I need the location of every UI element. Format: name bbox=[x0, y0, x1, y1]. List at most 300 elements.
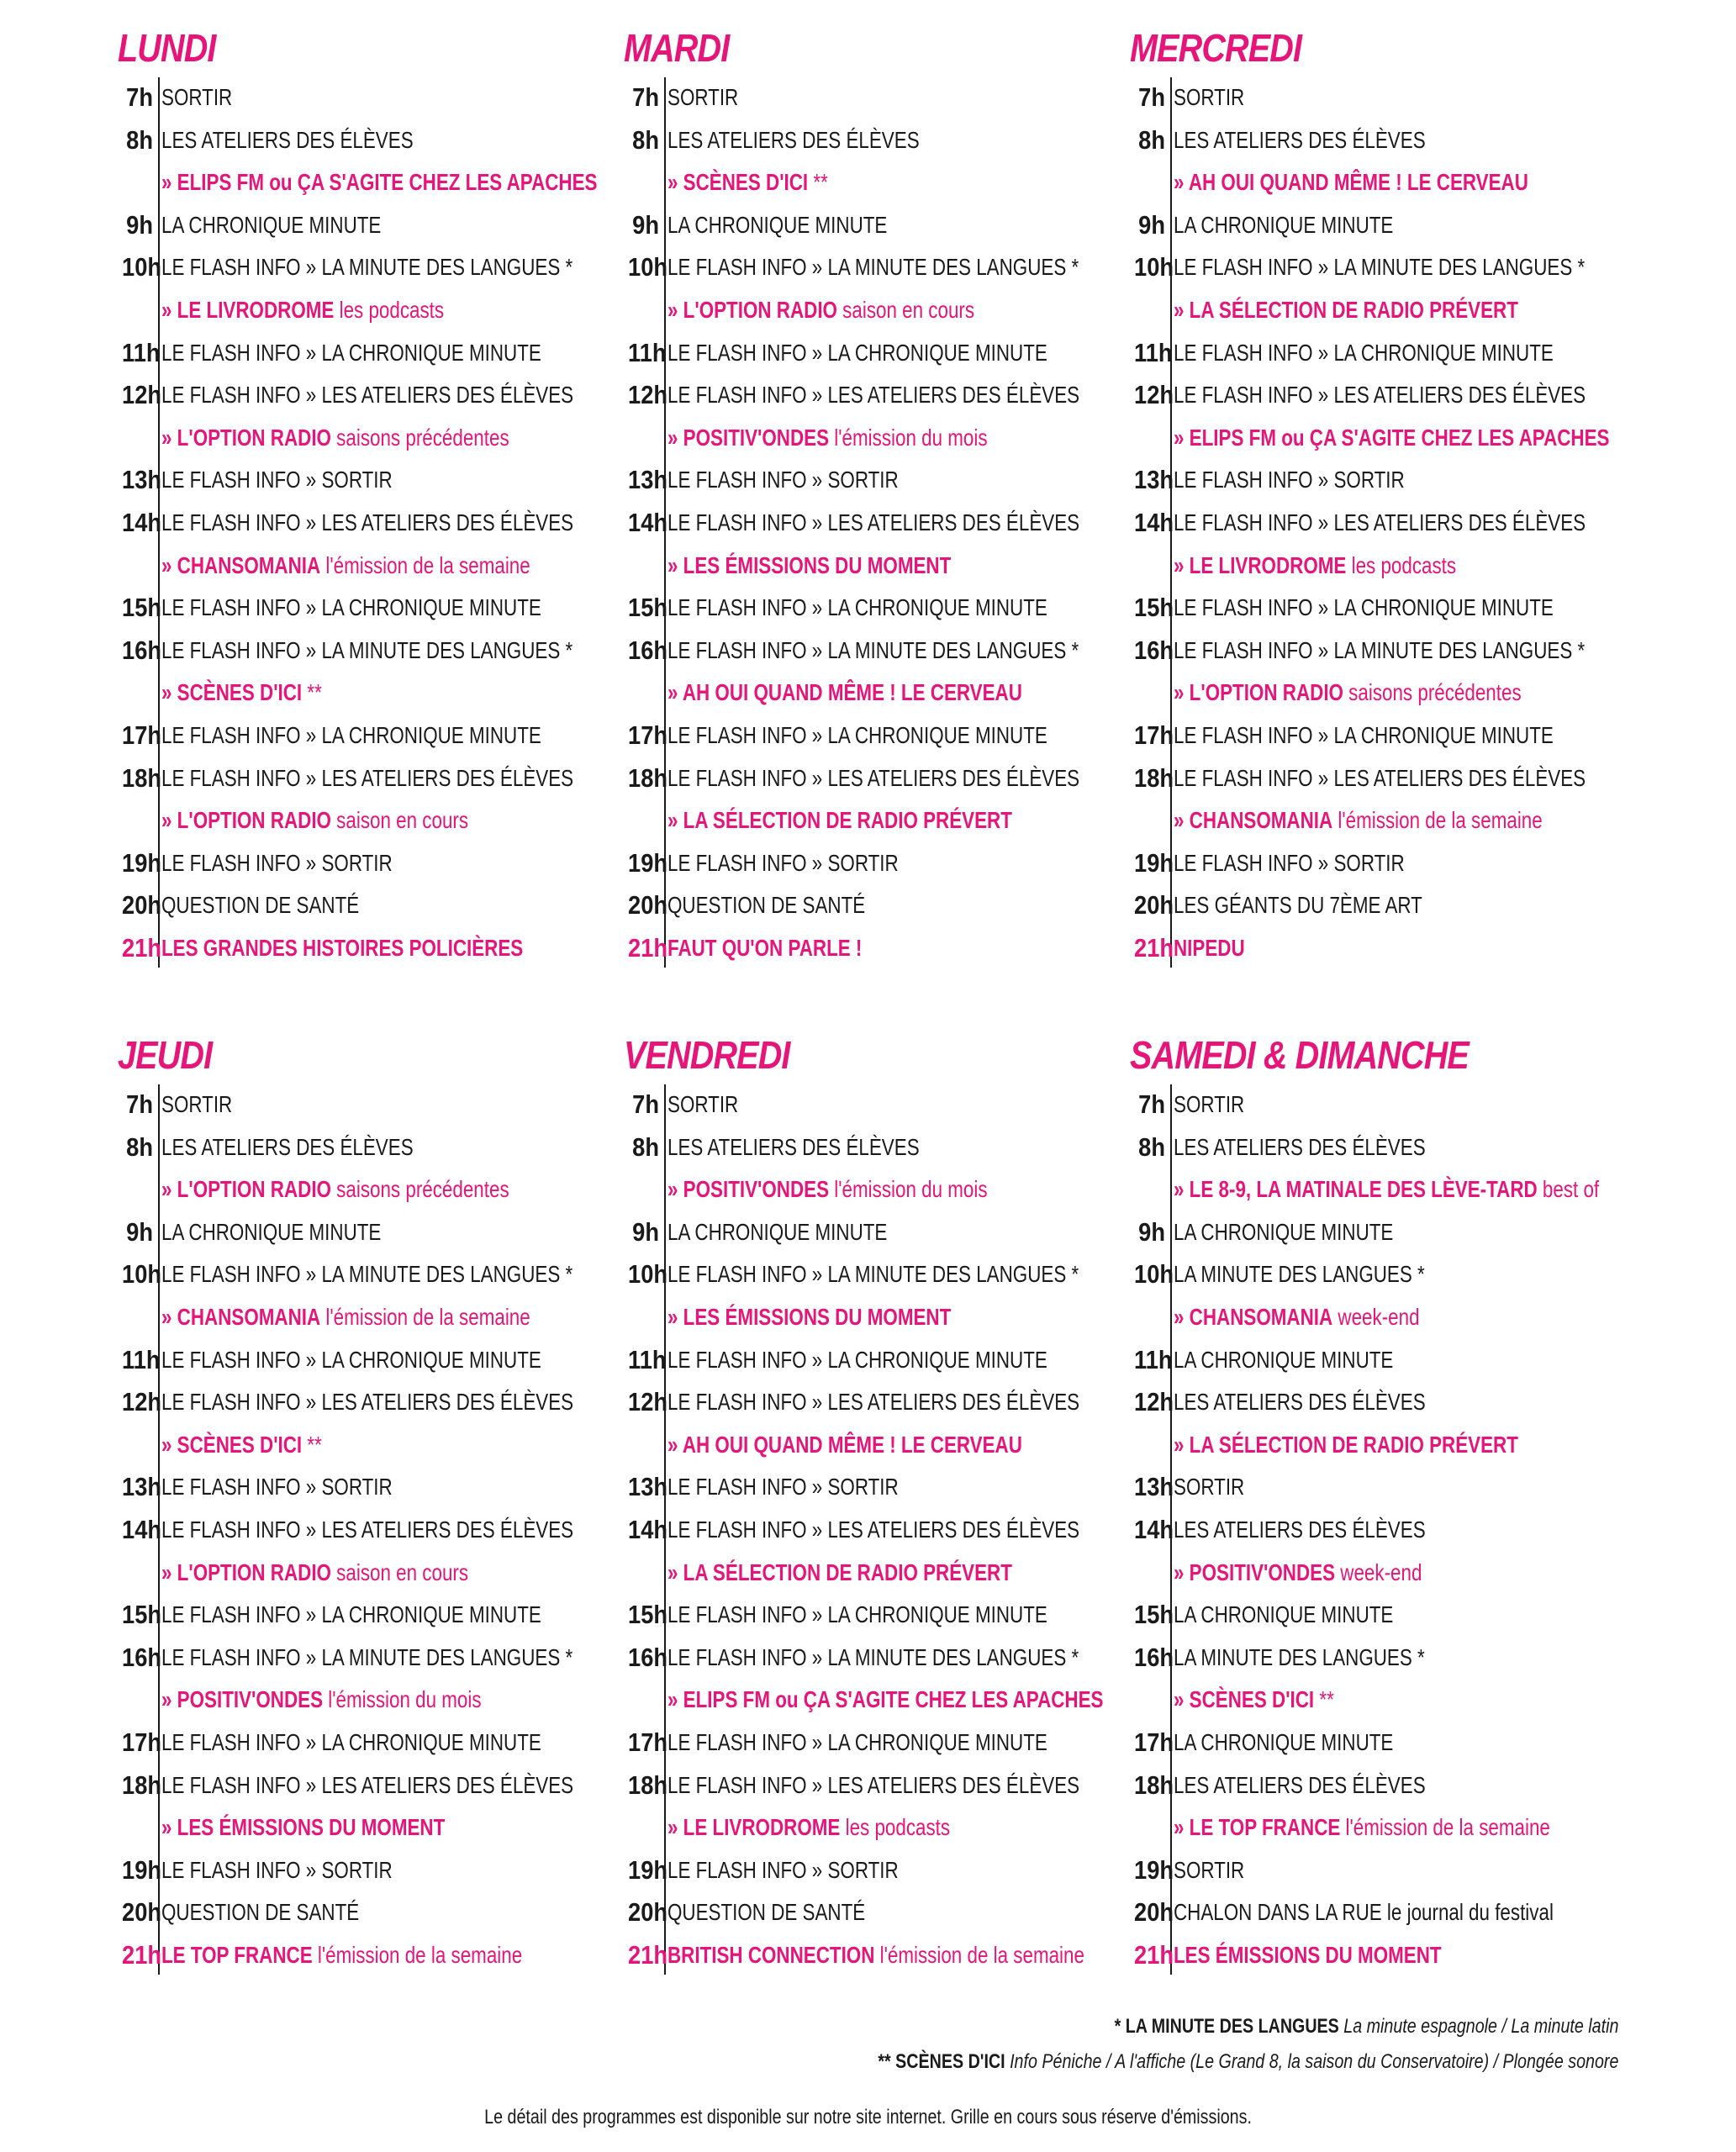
program-title bbox=[161, 1347, 541, 1374]
program-name: BRITISH CONNECTION bbox=[667, 1941, 875, 1968]
hour-label: 17h bbox=[1134, 1727, 1174, 1757]
program-subtitle: l'émission du mois bbox=[829, 424, 988, 451]
program-title bbox=[1174, 1261, 1425, 1288]
hour-label: 9h bbox=[632, 1216, 659, 1247]
program-title bbox=[161, 340, 541, 367]
hour-label: 15h bbox=[122, 1600, 162, 1630]
program-row bbox=[1130, 928, 1651, 971]
program-name: LES GRANDES HISTOIRES POLICIÈRES bbox=[161, 934, 524, 961]
hour-label: 21h bbox=[628, 1939, 668, 1970]
program-name: LE FLASH INFO » LA MINUTE DES LANGUES * bbox=[161, 254, 573, 281]
program-name: » LE 8-9, LA MATINALE DES LÈVE-TARD bbox=[1174, 1176, 1538, 1203]
program-title bbox=[1174, 1644, 1425, 1671]
program-title bbox=[667, 425, 988, 451]
program-row bbox=[624, 503, 1145, 546]
program-row bbox=[624, 715, 1145, 758]
program-title bbox=[667, 382, 1079, 409]
day-title: VENDREDI bbox=[624, 1033, 790, 1077]
program-title bbox=[1174, 254, 1585, 281]
program-subtitle: ** bbox=[808, 169, 828, 196]
program-name: LE FLASH INFO » LES ATELIERS DES ÉLÈVES bbox=[667, 1516, 1080, 1543]
program-row bbox=[624, 1850, 1145, 1893]
program-subrow bbox=[118, 1297, 639, 1340]
program-name: LE FLASH INFO » LA CHRONIQUE MINUTE bbox=[1174, 594, 1554, 621]
program-row bbox=[624, 843, 1145, 886]
program-title bbox=[1174, 1814, 1550, 1841]
program-name: LE FLASH INFO » LES ATELIERS DES ÉLÈVES bbox=[667, 509, 1080, 535]
program-row bbox=[118, 1638, 639, 1680]
program-row bbox=[118, 715, 639, 758]
program-name: » SCÈNES D'ICI bbox=[161, 679, 303, 706]
program-title bbox=[667, 1219, 887, 1246]
program-title bbox=[667, 722, 1047, 749]
program-title bbox=[1174, 1304, 1420, 1331]
program-title bbox=[667, 1176, 988, 1203]
hour-label: 13h bbox=[628, 1472, 668, 1502]
program-name: » POSITIV'ONDES bbox=[667, 1176, 830, 1203]
program-row bbox=[1130, 1467, 1651, 1510]
program-name: SORTIR bbox=[161, 1091, 233, 1117]
program-title bbox=[1174, 679, 1522, 706]
program-subrow bbox=[624, 1553, 1145, 1596]
program-title bbox=[161, 127, 414, 154]
program-name: LA CHRONIQUE MINUTE bbox=[1174, 1346, 1394, 1373]
program-title bbox=[161, 1261, 573, 1288]
program-title bbox=[667, 1134, 920, 1161]
program-row bbox=[118, 77, 639, 120]
program-row bbox=[118, 333, 639, 376]
program-row bbox=[1130, 1340, 1651, 1383]
hour-label: 7h bbox=[632, 82, 659, 112]
hour-label: 15h bbox=[628, 1600, 668, 1630]
program-title bbox=[1174, 127, 1426, 154]
program-subtitle: ** bbox=[302, 1431, 322, 1458]
program-title bbox=[1174, 1176, 1599, 1203]
program-title bbox=[1174, 1942, 1442, 1969]
program-name: » LA SÉLECTION DE RADIO PRÉVERT bbox=[667, 807, 1012, 834]
hour-label: 12h bbox=[122, 380, 162, 410]
hour-label: 13h bbox=[1134, 465, 1174, 495]
program-subrow bbox=[118, 1553, 639, 1596]
program-title bbox=[1174, 1134, 1426, 1161]
footnote-scenes-d-ici bbox=[878, 2044, 1618, 2080]
program-row bbox=[624, 885, 1145, 928]
program-row bbox=[118, 1340, 639, 1383]
hour-label: 15h bbox=[1134, 593, 1174, 623]
program-name: LE FLASH INFO » SORTIR bbox=[667, 467, 899, 493]
program-name: LE FLASH INFO » LES ATELIERS DES ÉLÈVES bbox=[667, 764, 1080, 791]
day-title: SAMEDI & DIMANCHE bbox=[1130, 1033, 1469, 1077]
hour-label: 8h bbox=[1138, 124, 1165, 155]
program-name: LE FLASH INFO » SORTIR bbox=[667, 1474, 899, 1501]
program-row bbox=[624, 758, 1145, 801]
hour-label: 21h bbox=[628, 932, 668, 963]
program-row bbox=[1130, 1892, 1651, 1935]
program-subrow bbox=[1130, 1553, 1651, 1596]
program-row bbox=[1130, 205, 1651, 248]
program-title bbox=[667, 1516, 1079, 1543]
program-title bbox=[667, 1772, 1079, 1799]
program-subrow bbox=[118, 1807, 639, 1850]
program-subrow bbox=[1130, 1425, 1651, 1468]
program-name: LE FLASH INFO » LA CHRONIQUE MINUTE bbox=[1174, 721, 1554, 748]
hour-label: 18h bbox=[628, 1770, 668, 1800]
program-row bbox=[118, 205, 639, 248]
hour-label: 14h bbox=[1134, 507, 1174, 537]
program-name: LE FLASH INFO » LA CHRONIQUE MINUTE bbox=[667, 1346, 1047, 1373]
hour-label: 18h bbox=[122, 762, 162, 793]
program-title bbox=[667, 84, 738, 111]
hour-label: 14h bbox=[628, 1514, 668, 1544]
program-title bbox=[1174, 850, 1405, 877]
program-title bbox=[1174, 722, 1554, 749]
program-row bbox=[1130, 1510, 1651, 1553]
program-subrow bbox=[1130, 1169, 1651, 1212]
program-row bbox=[1130, 1935, 1651, 1978]
program-subtitle: l'émission de la semaine bbox=[1332, 807, 1543, 834]
hour-label: 10h bbox=[628, 252, 668, 282]
program-title bbox=[667, 1304, 951, 1331]
program-name: LE FLASH INFO » LA CHRONIQUE MINUTE bbox=[1174, 339, 1554, 366]
program-title bbox=[1174, 382, 1586, 409]
program-title bbox=[161, 1942, 522, 1969]
hour-label: 10h bbox=[1134, 1259, 1174, 1290]
program-name: SORTIR bbox=[1174, 1856, 1245, 1883]
program-row bbox=[1130, 1127, 1651, 1170]
program-title bbox=[1174, 1219, 1393, 1246]
hour-label: 11h bbox=[122, 1344, 161, 1374]
program-name: SORTIR bbox=[1174, 84, 1245, 110]
program-subtitle: saison en cours bbox=[330, 807, 469, 834]
hour-label: 9h bbox=[632, 209, 659, 240]
program-title bbox=[1174, 1516, 1426, 1543]
program-name: LE FLASH INFO » LA CHRONIQUE MINUTE bbox=[161, 339, 541, 366]
program-title bbox=[1174, 892, 1422, 919]
day-title: MARDI bbox=[624, 26, 730, 70]
program-name: LES ATELIERS DES ÉLÈVES bbox=[161, 126, 414, 153]
program-row bbox=[1130, 1850, 1651, 1893]
program-title bbox=[161, 1601, 541, 1628]
program-name: » LA SÉLECTION DE RADIO PRÉVERT bbox=[1174, 296, 1518, 323]
program-name: LA CHRONIQUE MINUTE bbox=[667, 211, 888, 238]
hour-label: 9h bbox=[1138, 209, 1165, 240]
program-title bbox=[161, 1559, 468, 1586]
program-subtitle: ** bbox=[302, 679, 322, 706]
footnote-minute-des-langues bbox=[878, 2009, 1618, 2044]
program-title bbox=[667, 212, 887, 239]
program-row bbox=[118, 630, 639, 673]
program-name: LES ATELIERS DES ÉLÈVES bbox=[161, 1133, 414, 1160]
program-row bbox=[624, 1127, 1145, 1170]
program-subrow bbox=[1130, 1680, 1651, 1722]
program-title bbox=[161, 594, 541, 621]
program-name: LE FLASH INFO » SORTIR bbox=[161, 1474, 393, 1501]
program-subrow bbox=[624, 1680, 1145, 1722]
hour-label: 21h bbox=[1134, 1939, 1174, 1970]
program-row bbox=[118, 843, 639, 886]
program-name: LES ATELIERS DES ÉLÈVES bbox=[667, 126, 920, 153]
footnote-1-label: * LA MINUTE DES LANGUES bbox=[1114, 2015, 1339, 2038]
hour-label: 12h bbox=[1134, 380, 1174, 410]
program-row bbox=[1130, 843, 1651, 886]
program-title bbox=[161, 297, 444, 324]
hour-label: 20h bbox=[122, 1897, 162, 1928]
program-name: NIPEDU bbox=[1174, 934, 1245, 961]
program-subtitle: l'émission de la semaine bbox=[312, 1941, 523, 1968]
program-subrow bbox=[1130, 290, 1651, 333]
program-title bbox=[667, 1644, 1079, 1671]
hour-label: 10h bbox=[122, 252, 162, 282]
program-title bbox=[667, 1899, 865, 1926]
hour-label: 11h bbox=[122, 337, 161, 367]
program-title bbox=[161, 1304, 530, 1331]
program-name: LE FLASH INFO » LES ATELIERS DES ÉLÈVES bbox=[161, 1389, 574, 1416]
program-title bbox=[161, 765, 573, 792]
program-name: LE FLASH INFO » LES ATELIERS DES ÉLÈVES bbox=[161, 509, 574, 535]
program-title bbox=[1174, 509, 1586, 536]
program-name: » SCÈNES D'ICI bbox=[161, 1431, 303, 1458]
program-name: LE FLASH INFO » SORTIR bbox=[1174, 849, 1405, 876]
program-title bbox=[1174, 84, 1244, 111]
program-subtitle: ** bbox=[1314, 1686, 1334, 1713]
program-list bbox=[624, 1084, 1145, 1977]
program-title bbox=[1174, 340, 1554, 367]
program-list bbox=[118, 77, 639, 970]
program-title bbox=[1174, 935, 1245, 962]
program-name: » L'OPTION RADIO bbox=[161, 807, 331, 834]
program-title bbox=[161, 1814, 445, 1841]
program-name: » ELIPS FM ou ÇA S'AGITE CHEZ LES APACHES bbox=[161, 169, 598, 196]
program-row bbox=[624, 1254, 1145, 1297]
program-subrow bbox=[118, 1169, 639, 1212]
program-row bbox=[1130, 460, 1651, 503]
program-title bbox=[161, 1432, 322, 1458]
program-name: LE FLASH INFO » LA MINUTE DES LANGUES * bbox=[1174, 636, 1586, 663]
program-name: SORTIR bbox=[161, 84, 233, 110]
program-name: LE FLASH INFO » LA CHRONIQUE MINUTE bbox=[667, 721, 1047, 748]
hour-label: 7h bbox=[126, 82, 153, 112]
program-name: QUESTION DE SANTÉ bbox=[161, 892, 360, 919]
program-row bbox=[118, 1722, 639, 1765]
program-row bbox=[118, 1765, 639, 1808]
program-subrow bbox=[624, 1297, 1145, 1340]
program-name: » LA SÉLECTION DE RADIO PRÉVERT bbox=[1174, 1431, 1518, 1458]
hour-label: 7h bbox=[632, 1089, 659, 1119]
program-subrow bbox=[624, 1807, 1145, 1850]
hour-label: 18h bbox=[122, 1770, 162, 1800]
program-row bbox=[118, 1892, 639, 1935]
program-row bbox=[624, 1510, 1145, 1553]
program-name: » LA SÉLECTION DE RADIO PRÉVERT bbox=[667, 1559, 1012, 1585]
footnote-2-label: ** SCÈNES D'ICI bbox=[877, 2050, 1005, 2073]
program-title bbox=[1174, 169, 1528, 196]
program-name: » LES ÉMISSIONS DU MOMENT bbox=[667, 551, 952, 578]
hour-label: 11h bbox=[1134, 1344, 1173, 1374]
hour-label: 12h bbox=[628, 1387, 668, 1417]
program-name: SORTIR bbox=[667, 84, 739, 110]
hour-label: 21h bbox=[122, 1939, 162, 1970]
program-name: SORTIR bbox=[1174, 1474, 1245, 1501]
program-title bbox=[1174, 1559, 1422, 1586]
program-name: LE FLASH INFO » LA CHRONIQUE MINUTE bbox=[161, 721, 541, 748]
program-name: LE FLASH INFO » LA CHRONIQUE MINUTE bbox=[161, 1601, 541, 1628]
program-name: » POSITIV'ONDES bbox=[161, 1686, 324, 1713]
program-row bbox=[1130, 1254, 1651, 1297]
program-row bbox=[1130, 588, 1651, 630]
hour-label: 12h bbox=[628, 380, 668, 410]
hour-label: 13h bbox=[122, 1472, 162, 1502]
program-name: » ELIPS FM ou ÇA S'AGITE CHEZ LES APACHES bbox=[1174, 424, 1610, 451]
program-title bbox=[667, 1686, 1104, 1713]
program-title bbox=[667, 594, 1047, 621]
hour-label: 19h bbox=[122, 847, 162, 878]
program-subrow bbox=[624, 162, 1145, 205]
program-title bbox=[161, 1516, 573, 1543]
program-name: » L'OPTION RADIO bbox=[667, 296, 837, 323]
hour-label: 10h bbox=[122, 1259, 162, 1290]
hour-label: 19h bbox=[628, 847, 668, 878]
program-name: » ELIPS FM ou ÇA S'AGITE CHEZ LES APACHES bbox=[667, 1686, 1104, 1713]
program-row bbox=[624, 1638, 1145, 1680]
program-row bbox=[624, 460, 1145, 503]
program-title bbox=[1174, 1474, 1244, 1501]
program-name: LE FLASH INFO » LA CHRONIQUE MINUTE bbox=[161, 1728, 541, 1755]
program-title bbox=[161, 1176, 509, 1203]
program-name: LE FLASH INFO » LES ATELIERS DES ÉLÈVES bbox=[161, 1771, 574, 1798]
program-name: » POSITIV'ONDES bbox=[1174, 1559, 1336, 1585]
program-row bbox=[118, 247, 639, 290]
program-title bbox=[667, 637, 1079, 664]
program-row bbox=[118, 928, 639, 971]
hour-label: 13h bbox=[122, 465, 162, 495]
program-name: LE FLASH INFO » LES ATELIERS DES ÉLÈVES bbox=[667, 382, 1080, 409]
program-subrow bbox=[624, 1169, 1145, 1212]
program-name: » L'OPTION RADIO bbox=[1174, 679, 1343, 706]
program-name: LA CHRONIQUE MINUTE bbox=[1174, 1728, 1394, 1755]
program-name: LE FLASH INFO » LES ATELIERS DES ÉLÈVES bbox=[1174, 764, 1586, 791]
program-name: LE FLASH INFO » LA MINUTE DES LANGUES * bbox=[667, 254, 1079, 281]
hour-label: 8h bbox=[632, 1131, 659, 1162]
program-name: » L'OPTION RADIO bbox=[161, 1559, 331, 1585]
program-row bbox=[1130, 758, 1651, 801]
program-subtitle: saisons précédentes bbox=[330, 1176, 509, 1203]
program-row bbox=[624, 928, 1145, 971]
program-name: LA CHRONIQUE MINUTE bbox=[1174, 211, 1394, 238]
day-title: MERCREDI bbox=[1130, 26, 1302, 70]
program-name: LES ATELIERS DES ÉLÈVES bbox=[1174, 1771, 1426, 1798]
program-row bbox=[118, 1935, 639, 1978]
program-subtitle: best of bbox=[1537, 1176, 1600, 1203]
program-name: » SCÈNES D'ICI bbox=[667, 169, 809, 196]
program-row bbox=[624, 1340, 1145, 1383]
footnote-1-text: La minute espagnole / La minute latin bbox=[1338, 2015, 1618, 2038]
program-name: » LES ÉMISSIONS DU MOMENT bbox=[161, 1814, 446, 1841]
program-row bbox=[624, 205, 1145, 248]
program-title bbox=[1174, 1686, 1334, 1713]
program-row bbox=[118, 1254, 639, 1297]
program-title bbox=[667, 1091, 738, 1118]
program-title bbox=[161, 1389, 573, 1416]
hour-label: 9h bbox=[126, 209, 153, 240]
hour-label: 20h bbox=[628, 1897, 668, 1928]
program-title bbox=[161, 169, 598, 196]
program-name: LA CHRONIQUE MINUTE bbox=[161, 211, 382, 238]
program-subrow bbox=[624, 1425, 1145, 1468]
program-row bbox=[1130, 1382, 1651, 1425]
program-name: » SCÈNES D'ICI bbox=[1174, 1686, 1315, 1713]
program-title bbox=[161, 467, 393, 493]
hour-label: 16h bbox=[1134, 635, 1174, 665]
program-row bbox=[624, 1467, 1145, 1510]
program-row bbox=[118, 1084, 639, 1127]
hour-label: 14h bbox=[122, 1514, 162, 1544]
hour-label: 12h bbox=[1134, 1387, 1174, 1417]
hour-label: 7h bbox=[1138, 1089, 1165, 1119]
program-subtitle: l'émission de la semaine bbox=[1340, 1814, 1550, 1841]
program-name: LE FLASH INFO » LES ATELIERS DES ÉLÈVES bbox=[667, 1771, 1080, 1798]
program-title bbox=[1174, 1091, 1244, 1118]
program-name: QUESTION DE SANTÉ bbox=[161, 1899, 360, 1926]
program-subrow bbox=[118, 290, 639, 333]
program-name: LE FLASH INFO » SORTIR bbox=[667, 1856, 899, 1883]
program-subtitle: l'émission du mois bbox=[829, 1176, 988, 1203]
program-row bbox=[118, 375, 639, 418]
program-row bbox=[1130, 375, 1651, 418]
hour-label: 11h bbox=[628, 1344, 667, 1374]
program-subrow bbox=[1130, 1297, 1651, 1340]
program-title bbox=[161, 1899, 359, 1926]
program-row bbox=[118, 460, 639, 503]
program-subtitle: l'émission de la semaine bbox=[320, 551, 530, 578]
program-title bbox=[161, 509, 573, 536]
program-title bbox=[161, 637, 573, 664]
program-title bbox=[667, 169, 828, 196]
program-subrow bbox=[1130, 162, 1651, 205]
hour-label: 15h bbox=[1134, 1600, 1174, 1630]
program-subtitle: saisons précédentes bbox=[1343, 679, 1522, 706]
hour-label: 18h bbox=[1134, 762, 1174, 793]
program-title bbox=[161, 382, 573, 409]
program-row bbox=[1130, 120, 1651, 163]
hour-label: 15h bbox=[628, 593, 668, 623]
program-title bbox=[161, 254, 573, 281]
program-row bbox=[624, 375, 1145, 418]
hour-label: 16h bbox=[628, 1642, 668, 1672]
program-title bbox=[667, 1432, 1022, 1458]
program-subtitle: saison en cours bbox=[330, 1559, 469, 1585]
program-title bbox=[667, 850, 899, 877]
program-name: LA CHRONIQUE MINUTE bbox=[1174, 1218, 1394, 1245]
program-row bbox=[1130, 333, 1651, 376]
program-name: LE FLASH INFO » LA MINUTE DES LANGUES * bbox=[161, 1261, 573, 1288]
day-title: LUNDI bbox=[118, 26, 216, 70]
program-subtitle: l'émission du mois bbox=[323, 1686, 482, 1713]
program-subrow bbox=[624, 418, 1145, 461]
program-name: LE FLASH INFO » SORTIR bbox=[161, 467, 393, 493]
hour-label: 7h bbox=[126, 1089, 153, 1119]
program-name: » LE LIVRODROME bbox=[1174, 551, 1347, 578]
program-name: LE FLASH INFO » LA MINUTE DES LANGUES * bbox=[667, 1643, 1079, 1670]
program-row bbox=[624, 1935, 1145, 1978]
program-row bbox=[1130, 885, 1651, 928]
program-name: LES ATELIERS DES ÉLÈVES bbox=[1174, 1516, 1426, 1543]
program-name: LE FLASH INFO » SORTIR bbox=[1174, 467, 1405, 493]
program-name: LA CHRONIQUE MINUTE bbox=[161, 1218, 382, 1245]
program-title bbox=[1174, 552, 1456, 579]
program-name: LES ATELIERS DES ÉLÈVES bbox=[1174, 1133, 1426, 1160]
hour-label: 18h bbox=[1134, 1770, 1174, 1800]
program-subtitle: l'émission de la semaine bbox=[320, 1303, 530, 1330]
